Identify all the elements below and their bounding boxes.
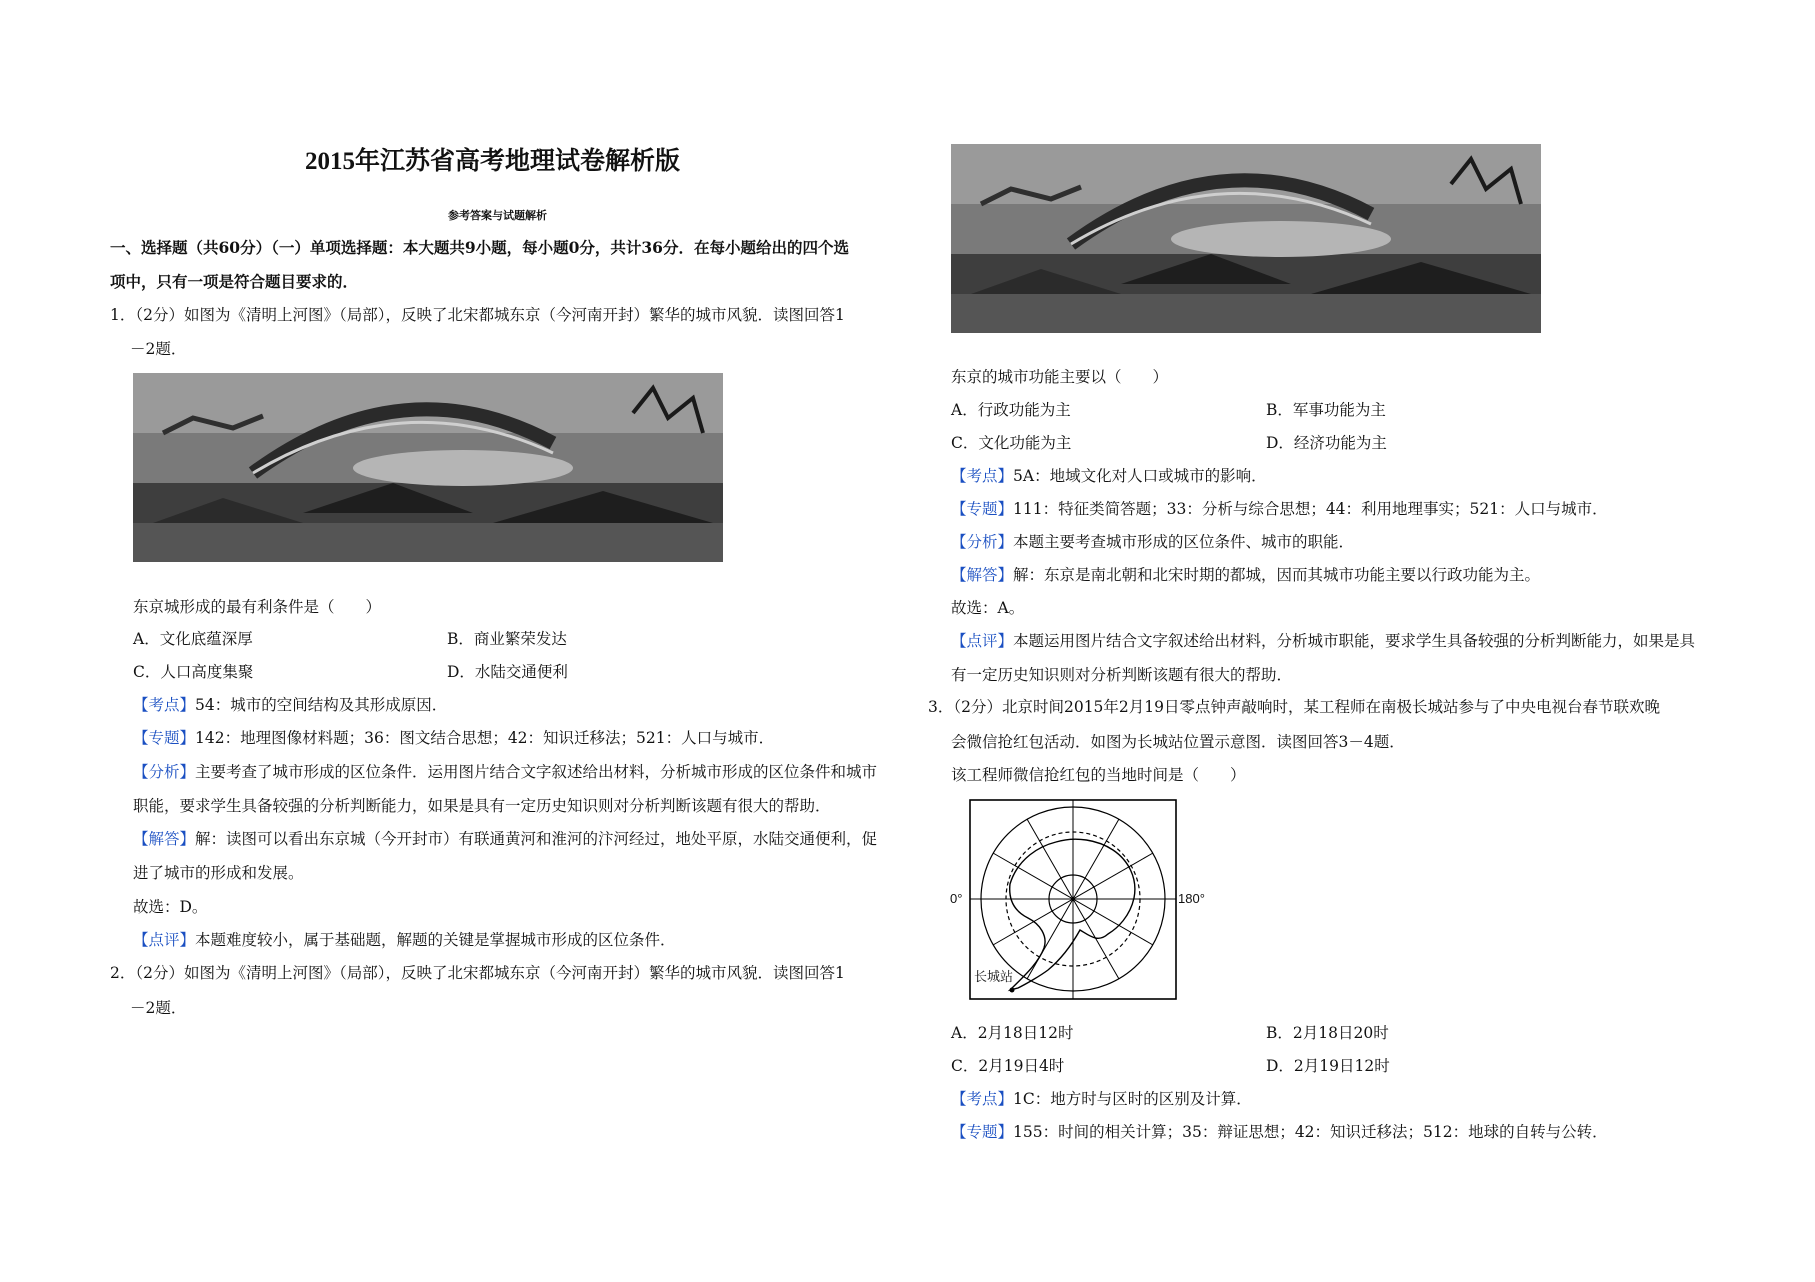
q3-kaodian-text: 1C：地方时与区时的区别及计算． — [1013, 1090, 1252, 1108]
map-label-station: 长城站 — [974, 970, 1014, 985]
q3-option-c: C．2月19日4时 — [951, 1057, 1065, 1075]
q1-fenxi-line1 — [133, 762, 877, 782]
q3-zhuanti-text: 155：时间的相关计算；35：辩证思想；42：知识迁移法；512：地球的自转与公转． — [1013, 1123, 1608, 1141]
jieda-tag: 【解答】 — [133, 830, 196, 848]
q1-option-c: C．人口高度集聚 — [133, 663, 254, 681]
page-subtitle: 参考答案与试题解析 — [448, 209, 547, 222]
q2-option-b: B．军事功能为主 — [1266, 401, 1386, 419]
q1-stem-line2: －2题． — [130, 340, 187, 358]
q2-fenxi-text: 本题主要考查城市形成的区位条件、城市的职能． — [1013, 533, 1355, 551]
q1-jieda-text: 解：读图可以看出东京城（今开封市）有联通黄河和淮河的汴河经过，地处平原，水陆交通便利，促 — [195, 830, 878, 848]
q1-zhuanti-text: 142：地理图像材料题；36：图文结合思想；42：知识迁移法；521：人口与城市． — [195, 729, 775, 747]
q1-zhuanti — [133, 728, 774, 748]
q3-option-a: A．2月18日12时 — [951, 1024, 1074, 1042]
fenxi-tag: 【分析】 — [133, 763, 196, 781]
section-heading-line2: 项中，只有一项是符合题目要求的． — [110, 272, 359, 291]
q2-answer: 故选：A。 — [951, 599, 1025, 617]
q1-jieda-line2: 进了城市的形成和发展。 — [133, 864, 304, 882]
kaodian-tag: 【考点】 — [133, 696, 196, 714]
map-label-180deg: 180° — [1178, 891, 1205, 906]
dianping-tag: 【点评】 — [133, 931, 196, 949]
q2-kaodian-text: 5A：地域文化对人口或城市的影响． — [1013, 467, 1267, 485]
q2-fenxi — [951, 532, 1354, 552]
q1-fenxi-text: 主要考查了城市形成的区位条件．运用图片结合文字叙述给出材料，分析城市形成的区位条件和城市 — [195, 763, 878, 781]
q3-zhuanti — [951, 1122, 1608, 1142]
q3-kaodian — [951, 1089, 1252, 1109]
q1-dianping-text: 本题难度较小，属于基础题，解题的关键是掌握城市形成的区位条件． — [195, 931, 676, 949]
q2-zhuanti — [951, 499, 1608, 519]
q3-option-b: B．2月18日20时 — [1266, 1024, 1389, 1042]
zhuanti-tag: 【专题】 — [133, 729, 196, 747]
q3-stem-line2: 会微信抢红包活动．如图为长城站位置示意图．读图回答3－4题． — [951, 733, 1405, 751]
q1-option-a: A．文化底蕴深厚 — [133, 630, 253, 648]
kaodian-tag: 【考点】 — [951, 1090, 1014, 1108]
q1-question: 东京城形成的最有利条件是（ ） — [133, 598, 382, 616]
q1-kaodian-text: 54：城市的空间结构及其形成原因． — [195, 696, 448, 714]
q1-answer: 故选：D。 — [133, 898, 208, 916]
q1-stem-line1: 1．（2分）如图为《清明上河图》（局部），反映了北宋都城东京（今河南开封）繁华的城市风貌．读图回答1 — [110, 306, 845, 324]
q2-option-d: D．经济功能为主 — [1266, 434, 1387, 452]
q1-option-b: B．商业繁荣发达 — [447, 630, 567, 648]
q3-stem-line1: 3．（2分）北京时间2015年2月19日零点钟声敲响时，某工程师在南极长城站参与了中央电视台春节联欢晚 — [928, 698, 1661, 716]
q2-option-c: C．文化功能为主 — [951, 434, 1072, 452]
q2-jieda-text: 解：东京是南北朝和北宋时期的都城，因而其城市功能主要以行政功能为主。 — [1013, 566, 1541, 584]
q2-jieda — [951, 565, 1540, 585]
fenxi-tag: 【分析】 — [951, 533, 1014, 551]
map-label-0deg: 0° — [950, 891, 963, 906]
q2-kaodian — [951, 466, 1267, 486]
section-heading-line1: 一、选择题（共60分）（一）单项选择题：本大题共9小题，每小题0分，共计36分．在每小题给出的四个选 — [110, 238, 849, 257]
q2-dianping-text: 本题运用图片结合文字叙述给出材料，分析城市职能，要求学生具备较强的分析判断能力，如果是具 — [1013, 632, 1696, 650]
q2-option-a: A．行政功能为主 — [951, 401, 1071, 419]
q3-option-d: D．2月19日12时 — [1266, 1057, 1390, 1075]
q2-zhuanti-text: 111：特征类简答题；33：分析与综合思想；44：利用地理事实；521：人口与城市． — [1013, 500, 1608, 518]
qingming-painting-image-2 — [951, 144, 1541, 333]
q2-stem-line1: 2．（2分）如图为《清明上河图》（局部），反映了北宋都城东京（今河南开封）繁华的城市风貌．读图回答1 — [110, 964, 845, 982]
q1-dianping — [133, 930, 676, 950]
q3-question: 该工程师微信抢红包的当地时间是（ ） — [951, 766, 1246, 784]
antarctica-station-map — [948, 798, 1218, 1003]
jieda-tag: 【解答】 — [951, 566, 1014, 584]
zhuanti-tag: 【专题】 — [951, 500, 1014, 518]
q2-dianping-line1 — [951, 631, 1695, 651]
q1-kaodian — [133, 695, 447, 715]
q1-option-d: D．水陆交通便利 — [447, 663, 568, 681]
zhuanti-tag: 【专题】 — [951, 1123, 1014, 1141]
q1-jieda-line1 — [133, 829, 877, 849]
dianping-tag: 【点评】 — [951, 632, 1014, 650]
q2-stem-line2: －2题． — [130, 999, 187, 1017]
q1-fenxi-line2: 职能，要求学生具备较强的分析判断能力，如果是具有一定历史知识则对分析判断该题有很大的帮助． — [133, 797, 831, 815]
page-title: 2015年江苏省高考地理试卷解析版 — [305, 148, 681, 175]
q2-dianping-line2: 有一定历史知识则对分析判断该题有很大的帮助． — [951, 666, 1293, 684]
q2-question: 东京的城市功能主要以（ ） — [951, 368, 1169, 386]
qingming-painting-image-1 — [133, 373, 723, 562]
kaodian-tag: 【考点】 — [951, 467, 1014, 485]
